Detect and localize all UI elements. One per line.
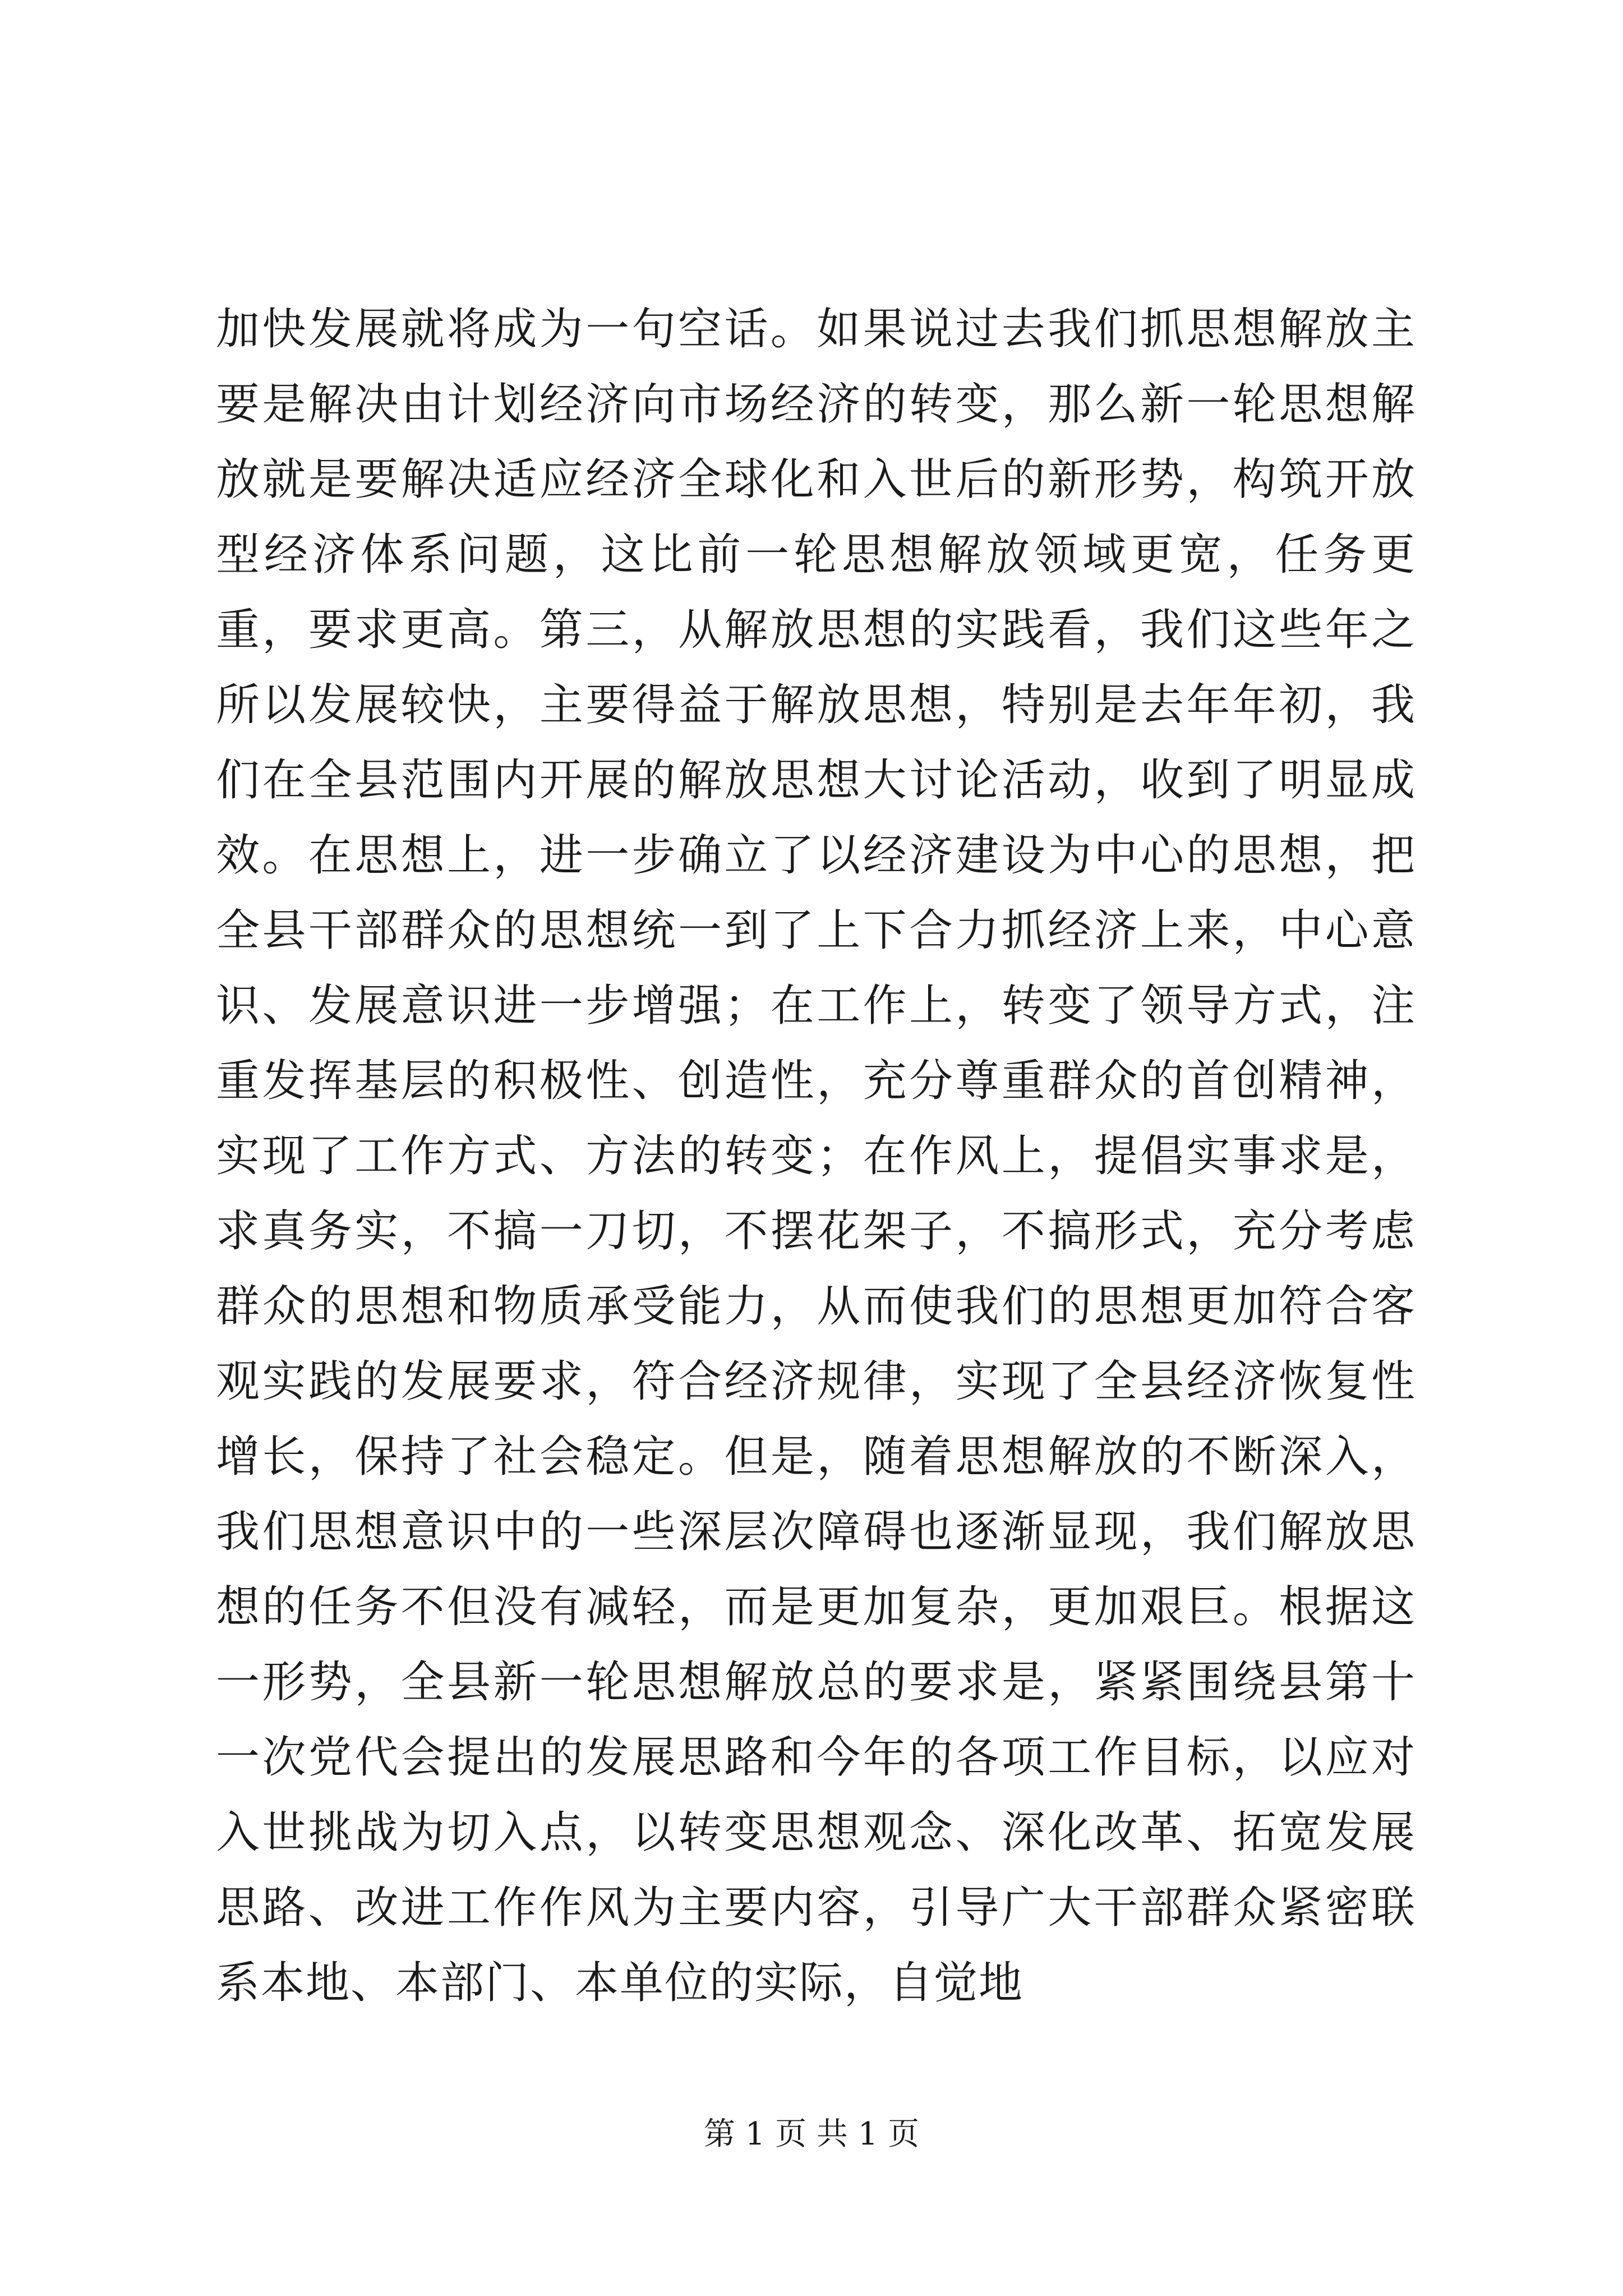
page-footer: 第 1 页 共 1 页 [703, 2116, 920, 2152]
body-paragraph: 加快发展就将成为一句空话。如果说过去我们抓思想解放主要是解决由计划经济向市场经济的转变，那么新一轮思想解放就是要解决适应经济全球化和入世后的新形势，构筑开放型经济体系问题，这比前一轮思想解放领域更宽，任务更重，要求更高。第三，从解放思想的实践看，我们这些年之所以发展较快，主要得益于解放思想，特别是去年年初，我们在全县范围内开展的解放思想大讨论活动，收到了明显成效。在思想上，进一步确立了以经济建设为中心的思想，把全县干部群众的思想统一到了上下合力抓经济上来，中心意识、发展意识进一步增强；在工作上，转变了领导方式，注重发挥基层的积极性、创造性，充分尊重群众的首创精神，实现了工作方式、方法的转变；在作风上，提倡实事求是，求真务实，不搞一刀切，不摆花架子，不搞形式，充分考虑群众的思想和物质承受能力，从而使我们的思想更加符合客观实践的发展要求，符合经济规律，实现了全县经济恢复性增长，保持了社会稳定。但是，随着思想解放的不断深入，我们思想意识中的一些深层次障碍也逐渐显现，我们解放思想的任务不但没有减轻，而是更加复杂，更加艰巨。根据这一形势，全县新一轮思想解放总的要求是，紧紧围绕县第十一次党代会提出的发展思路和今年的各项工作目标，以应对入世挑战为切入点，以转变思想观念、深化改革、拓宽发展思路、改进工作作风为主要内容，引导广大干部群众紧密联系本地、本部门、本单位的实际，自觉地 [216, 304, 1416, 2008]
